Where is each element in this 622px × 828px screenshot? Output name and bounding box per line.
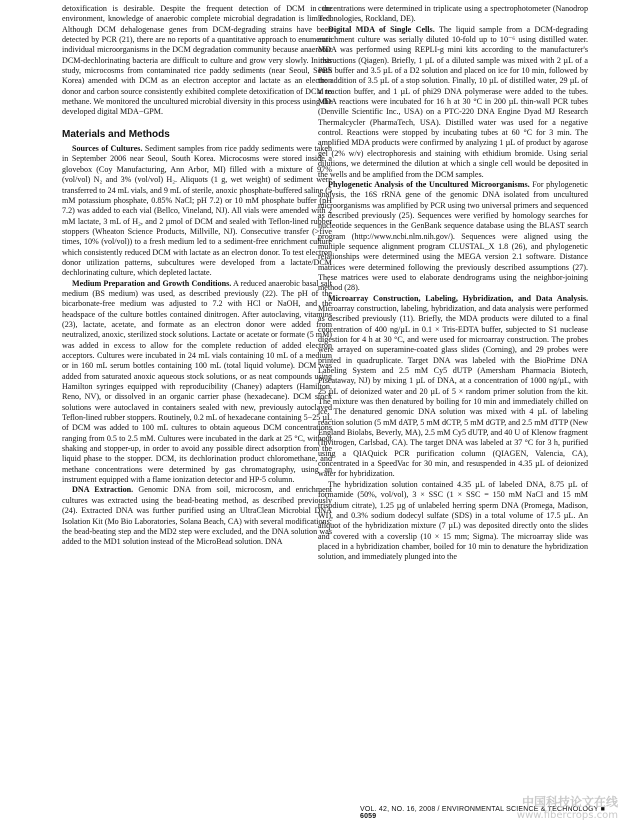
medium-run-in-title: Medium Preparation and Growth Conditions.	[72, 278, 232, 288]
phylo-run-in-title: Phylogenetic Analysis of the Uncultured Microorganisms.	[328, 179, 530, 189]
dna-paragraph	[62, 485, 332, 547]
microarray-run-in-title: Microarray Construction, Labeling, Hybridization, and Data Analysis.	[328, 293, 588, 303]
microarray-body: Microarray construction, labeling, hybridization, and data analysis were performed as described previously (11). Briefly, the MDA products were diluted to a final concentration of 400 ng/µL in 0.1 × Tris-EDTA buffer, subjected to S1 nuclease digestion for 4 h at 30 °C, and were used for microarray construction. The probes were arrayed on superamine-coated glass slides (Corning), and 29 probes were printed in quadruplicate. Target DNA was labeled with the BioPrime DNA Labeling System and 2.5 mM Cy5 dUTP (Amersham Pharmacia Biotech, Piscataway, NJ) by mixing 1 µL of DNA, at a concentration of 1000 ng/µL, with 25 µL of deionized water and 20 µL of 5 × random primer solution from the kit. The mixture was then denatured by boiling for 10 min and immediately chilled on ice. The denatured genomic DNA solution was mixed with 4 µL of labeling reaction solution (5 mM dATP, 5 mM dCTP, 5 mM dGTP, and 2.5 mM dTTP (New England Biolabs, Beverly, MA), 2.5 mM Cy5 dUTP, and 40 U of Klenow fragment (Invitrogen, Carlsbad, CA). The target DNA was labeled at 37 °C for 3 h, purified using a QIAQuick PCR purification column (QIAGEN, Valencia, CA), concentrated in a SpeedVac for 30 min, and resuspended in 4.35 µL of deionized water for hybridization.	[318, 303, 588, 479]
digital-mda-run-in-title: Digital MDA of Single Cells.	[328, 24, 435, 34]
sources-body: Sediment samples from rice paddy sediments were taken in September 2006 near Seoul, South Korea. Microcosms were stored inside a glovebox (Coy Manufacturing, Ann Arbor, MI) filled with a mixture of 97% (vol/vol) N₂ and 3% (vol/vol) H₂. Aliquots (1 g, wet weight) of sediment were transferred to 24 mL vials, and 9 mL of sterile, anoxic phosphate-buffered saline (5 mM potassium phosphate, 0.85% NaCl; pH 7.2) or 10 mM phosphate buffer (pH 7.2) was added to each vial (Bellco, Vineland, NJ). All vials were amended with 2 mM lactate, 3 mL of H₂, and 2 µmol of DCM and sealed with Teflon-lined rubber stoppers (Wheaton Science Products, Millville, NJ). Consecutive transfer (>five times, 10% (vol/vol)) to a fresh medium led to a sediment-free enrichment culture which consistently reduced DCM with lactate as an electron donor. To test electron donor utilization patterns, subcultures were developed from a lactate/DCM dechlorinating culture, which depleted lactate.	[62, 144, 332, 278]
phylo-paragraph	[318, 180, 588, 294]
watermark-line-2: www.fibercrops.com	[516, 810, 618, 821]
page-number: 6059	[360, 813, 377, 820]
right-column	[318, 4, 588, 563]
medium-body: A reduced anaerobic basal salt medium (BS medium) was used, as described previously (22). The pH of the bicarbonate-free medium was adjusted to 7.2 with HCl or NaOH, and the headspace of the culture bottles contained dinitrogen. After autoclaving, vitamins (23), lactate, acetate, and formate as an electron donor were added from neutralized, anoxic, sterilized stock solutions. Lactate or acetate or formate (5 mM) was added in excess to allow for the complete reduction of added electron acceptors. Cultures were incubated in 24 mL vials containing 10 mL of a medium or in 160 mL serum bottles containing 100 mL (total liquid volume). DCM was added from saturated anoxic aqueous stock solutions, or as neat compounds using Hamilton syringes equipped with reproducibility (Chaney) adapters (Hamilton, Reno, NV), or dissolved in an organic carrier phase (hexadecane). DCM stock solutions were autoclaved in containers sealed with new, previously autoclaved Teflon-lined rubber stoppers. Routinely, 0.2 mL of hexadecane containing 5−25 µL of DCM was added to 100 mL cultures to obtain aqueous DCM concentrations ranging from 0.5 to 2.5 mM. Cultures were incubated in the dark at 25 °C, without shaking and stopper-up, in order to avoid any possible direct adsorption from the liquid phase to the stopper. DCM, its dechlorination product chloromethane, and methane concentrations were determined by gas chromatography, using an instrument equipped with a flame ionization detector and HP-5 column.	[62, 278, 333, 485]
journal-citation: VOL. 42, NO. 16, 2008 / ENVIRONMENTAL SCIENCE & TECHNOLOGY ■	[360, 806, 606, 813]
phylo-body: For phylogenetic analysis, the 16S rRNA gene of the genomic DNA isolated from uncultured microorganisms was amplified by PCR using two universal primers and sequenced as described previously (25). Sequences were verified by homology searches for nucleotide sequences in the GenBank sequence database using the BLAST search program (http://www.ncbi.nlm.nih.gov/). Sequences were aligned using the multiple sequence alignment program CLUSTAL_X 1.8 (26), and phylogenetic relationships were determined using the MEGA version 2.1 software. Distance matrices were determined following the previously described assumptions (27). These matrices were used to elaborate dendrograms using the neighbor-joining method (28).	[318, 179, 588, 293]
site-watermark	[478, 796, 618, 826]
sources-run-in-title: Sources of Cultures.	[72, 144, 143, 154]
intro-paragraph: detoxification is desirable. Despite the frequent detection of DCM in the environment, knowledge of anaerobic complete microbial degradation is limited. Although DCM dehalogenase genes from DCM-degrading strains have been detected by PCR (21), there are no reports of a quantitative approach to enumerate individual microorganisms in the DCM degradation community because anaerobic DCM-dechlorinating bacteria are difficult to culture and grow very slowly. In this study, microcosms from contaminated rice paddy sediments (near Seoul, South Korea) amended with DCM as an electron acceptor and lactate as an electron donor and carbon source consistently exhibited complete detoxification of DCM to methane. We monitored the uncultured microbial diversity in this process using the developed digital MDA−GPM.	[62, 4, 332, 117]
sources-paragraph	[62, 144, 332, 278]
hybridization-paragraph: The hybridization solution contained 4.35 µL of labeled DNA, 8.75 µL of formamide (50%, vol/vol), 3 × SSC (1 × SSC = 150 mM NaCl and 15 mM trisodium citrate), 1.25 µg of unlabeled herring sperm DNA (Promega, Madison, WI), and 0.3% sodium dodecyl sulfate (SDS) in a total volume of 17.5 µL. An aliquot of the hybridization mixture (7 µL) was deposited directly onto the slides and covered with a coverslip (10 × 15 mm; Sigma). The microarray slide was placed in a hybridization chamber, boiled for 10 min to denature the hybridization solution, and immediately plunged into the	[318, 479, 588, 562]
left-column	[62, 4, 332, 548]
microarray-paragraph	[318, 294, 588, 480]
section-heading: Materials and Methods	[62, 128, 170, 140]
digital-mda-paragraph	[318, 25, 588, 180]
digital-mda-body: The liquid sample from a DCM-degrading enrichment culture was serially diluted 10-fold up to 10⁻⁶ using distilled water. MDA was performed using REPLI-g mini kits according to the manufacturer's instructions (Qiagen). Briefly, 1 µL of a diluted sample was mixed with 2 µL of a PBS buffer and 3.5 µL of a D2 solution and placed on ice for 10 min, followed by the addition of 3.5 µL of a stop solution. Finally, 10 µL of distilled water, 29 µL of a reaction buffer, and 1 µL of phi29 DNA polymerase were added to the tubes. MDA reactions were incubated for 16 h at 30 °C in 200 µL thin-wall PCR tubes (Denville Scientific Inc., USA) on a PTC-220 DNA Engine Dyad MJ Research Thermalcycler (PharmaTech, USA). Distilled water was used for a negative control. Reactions were stopped by incubating tubes at 60 °C for 3 min. The amplified MDA products were confirmed by analyzing 1 µL of product by agarose gel (2% w/v) electrophoresis and staining with ethidium bromide. Using serial dilutions, we determined the dilution at which a single cell would be deposited in the wells and be amplified from the DCM samples.	[318, 24, 588, 179]
dna-body: Genomic DNA from soil, microcosm, and enrichment cultures was extracted using the bead-beating method, as described previously (24). Extracted DNA was further purified using an UltraClean Microbial DNA Isolation Kit (Mo Bio Laboratories, Solana Beach, CA) with several modifications: the bead-beating step and the MD2 step were excluded, and the DNA solution was added to the MD1 solution instead of the MicroBead solution. DNA	[62, 485, 333, 547]
watermark-line-1: 中国科技论文在线	[521, 795, 618, 809]
dna-run-in-title: DNA Extraction.	[72, 485, 134, 495]
medium-paragraph	[62, 279, 332, 486]
continued-paragraph: concentrations were determined in triplicate using a spectrophotometer (Nanodrop Technologies, Rockland, DE).	[318, 4, 588, 24]
